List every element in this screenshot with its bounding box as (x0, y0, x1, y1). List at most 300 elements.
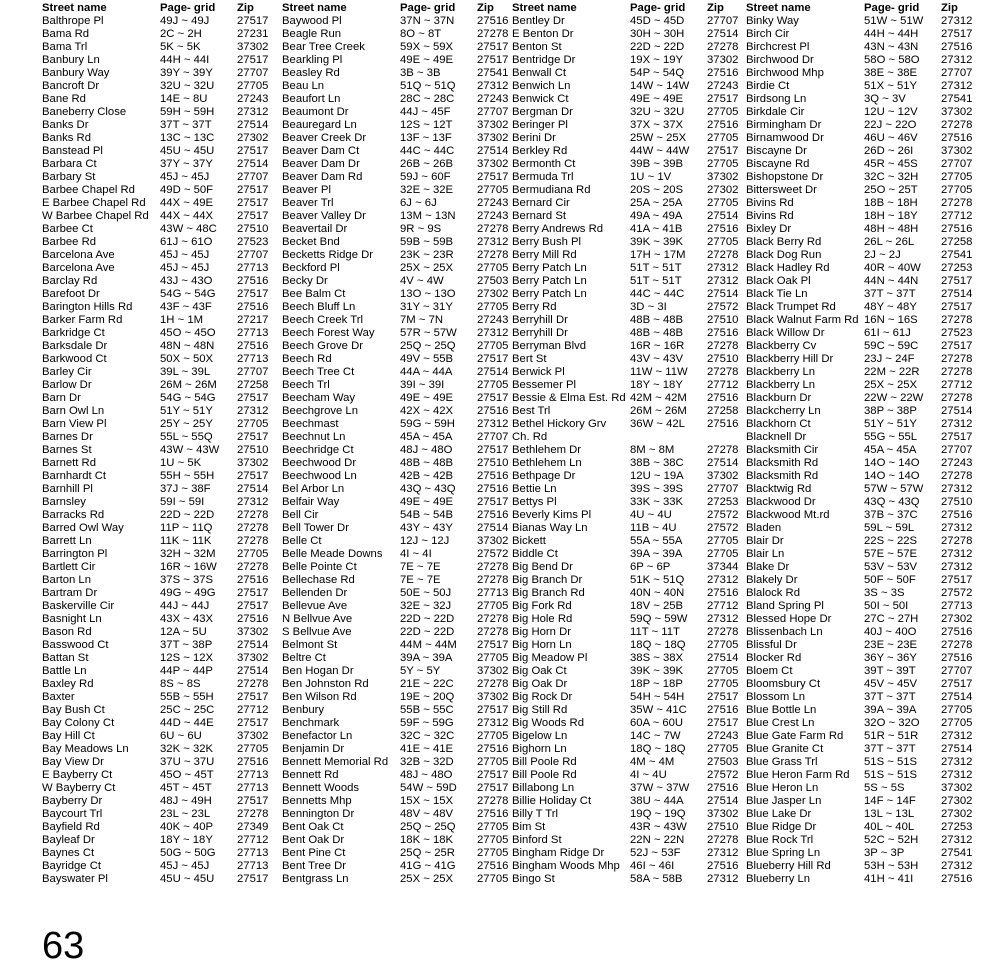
zip-code: 27278 (477, 249, 509, 261)
page-grid: 59B ~ 59B (400, 236, 454, 248)
street-entry (282, 535, 518, 548)
street-entry (512, 80, 748, 93)
zip-code: 27517 (477, 704, 509, 716)
header-page-grid: Page- grid (400, 2, 456, 14)
page-grid: 55H ~ 55H (160, 470, 215, 482)
street-entry (512, 210, 748, 223)
page-grid: 49A ~ 49A (630, 210, 683, 222)
page-grid: 44C ~ 44C (630, 288, 685, 300)
page-grid: 37W ~ 37W (630, 782, 690, 794)
page-grid: 20S ~ 20S (630, 184, 684, 196)
page-grid: 50X ~ 50X (160, 353, 214, 365)
page-grid: 18Q ~ 18Q (630, 639, 686, 651)
street-entry (746, 353, 982, 366)
street-entry (746, 80, 982, 93)
page-grid: 8M ~ 8M (630, 444, 675, 456)
street-name: Bivins Rd (746, 210, 794, 222)
page-grid: 45V ~ 45V (864, 678, 918, 690)
page-grid: 51T ~ 51T (630, 262, 682, 274)
street-entry (512, 262, 748, 275)
street-name: Black Berry Rd (746, 236, 822, 248)
page-grid: 16N ~ 16S (864, 314, 918, 326)
page-grid: 60A ~ 60U (630, 717, 684, 729)
street-entry (746, 184, 982, 197)
street-entry (42, 197, 278, 210)
zip-code: 27516 (941, 873, 973, 885)
street-entry (282, 795, 518, 808)
street-entry (282, 353, 518, 366)
street-name: Biscayne Dr (746, 145, 807, 157)
street-entry (512, 613, 748, 626)
zip-code: 27705 (477, 834, 509, 846)
page-grid: 50G ~ 50G (160, 847, 216, 859)
street-entry (282, 184, 518, 197)
street-name: Bel Arbor Ln (282, 483, 345, 495)
page-grid: 25W ~ 25X (630, 132, 687, 144)
zip-code: 27705 (707, 743, 739, 755)
zip-code: 27514 (707, 795, 739, 807)
zip-code: 27517 (237, 54, 269, 66)
street-entry (42, 106, 278, 119)
zip-code: 27243 (707, 80, 739, 92)
zip-code: 27572 (941, 587, 973, 599)
street-name: Bernard St (512, 210, 567, 222)
street-name: Barley Cir (42, 366, 92, 378)
page-grid: 51Y ~ 51Y (864, 418, 917, 430)
page-grid: 32C ~ 32C (400, 730, 455, 742)
street-entry (282, 704, 518, 717)
zip-code: 27253 (941, 262, 973, 274)
page-grid: 14O ~ 14O (864, 470, 920, 482)
page-grid: 49E ~ 49E (400, 54, 454, 66)
zip-code: 27707 (707, 15, 739, 27)
street-name: Big Woods Rd (512, 717, 585, 729)
street-name: Blue Gate Farm Rd (746, 730, 844, 742)
zip-code: 27312 (237, 106, 269, 118)
street-entry (512, 132, 748, 145)
street-name: Blacknell Dr (746, 431, 807, 443)
zip-code: 27516 (237, 613, 269, 625)
street-entry (512, 275, 748, 288)
street-entry (512, 145, 748, 158)
zip-code: 27707 (707, 483, 739, 495)
zip-code: 27278 (941, 197, 973, 209)
street-name: Basswood Ct (42, 639, 109, 651)
zip-code: 27312 (707, 262, 739, 274)
street-name: Beechwood Ln (282, 470, 357, 482)
street-name: Bason Rd (42, 626, 92, 638)
page-grid: 2J ~ 2J (864, 249, 901, 261)
page-grid: 43J ~ 43O (160, 275, 213, 287)
street-entry (42, 613, 278, 626)
street-name: Bane Rd (42, 93, 86, 105)
zip-code: 27517 (941, 678, 973, 690)
zip-code: 27312 (707, 574, 739, 586)
zip-code: 27278 (477, 574, 509, 586)
street-entry (282, 808, 518, 821)
street-entry (512, 171, 748, 184)
street-entry (746, 795, 982, 808)
street-name: N Bellvue Ave (282, 613, 353, 625)
zip-code: 27278 (707, 626, 739, 638)
zip-code: 27705 (477, 847, 509, 859)
street-name: Bartram Dr (42, 587, 98, 599)
zip-code: 27516 (237, 756, 269, 768)
street-entry (42, 184, 278, 197)
page-grid: 51T ~ 51T (630, 275, 682, 287)
page-grid: 2C ~ 2H (160, 28, 202, 40)
page-grid: 32U ~ 32U (630, 106, 685, 118)
page-grid: 18B ~ 18H (864, 197, 918, 209)
street-name: Bear Tree Creek (282, 41, 365, 53)
street-entry (746, 236, 982, 249)
street-name: Belmont St (282, 639, 338, 651)
page-grid: 55G ~ 55L (864, 431, 918, 443)
street-name: Bermudiana Rd (512, 184, 591, 196)
page-grid: 43W ~ 48C (160, 223, 217, 235)
street-entry (282, 847, 518, 860)
street-name: Bethel Hickory Grv (512, 418, 607, 430)
street-entry (42, 483, 278, 496)
zip-code: 27516 (237, 275, 269, 287)
page-grid: 48V ~ 48V (400, 808, 454, 820)
zip-code: 37302 (941, 145, 973, 157)
page-grid: 32K ~ 32K (160, 743, 214, 755)
street-name: Blackberry Hill Dr (746, 353, 834, 365)
zip-code: 27517 (237, 184, 269, 196)
zip-code: 27517 (941, 275, 973, 287)
street-entry (282, 93, 518, 106)
page-grid: 43Q ~ 43Q (864, 496, 920, 508)
page-grid: 7E ~ 7E (400, 574, 441, 586)
street-name: Biscayne Rd (746, 158, 810, 170)
zip-code: 27312 (941, 548, 973, 560)
street-entry (746, 743, 982, 756)
zip-code: 27517 (707, 93, 739, 105)
street-name: Bellenden Dr (282, 587, 348, 599)
street-entry (282, 340, 518, 353)
zip-code: 27312 (707, 275, 739, 287)
page-grid: 54G ~ 54G (160, 288, 216, 300)
street-entry (746, 158, 982, 171)
street-entry (746, 366, 982, 379)
page-grid: 3S ~ 3S (864, 587, 905, 599)
street-name: Bay Meadows Ln (42, 743, 129, 755)
zip-code: 27707 (237, 249, 269, 261)
page-grid: 39T ~ 39T (864, 665, 916, 677)
street-name: Blacksmith Rd (746, 457, 819, 469)
page-grid: 53V ~ 53V (864, 561, 918, 573)
street-entry (282, 717, 518, 730)
column-header (282, 2, 518, 15)
page-grid: 38S ~ 38X (630, 652, 684, 664)
zip-code: 27278 (941, 392, 973, 404)
street-entry (746, 613, 982, 626)
page-grid: 42X ~ 42X (400, 405, 454, 417)
page-grid: 39B ~ 39B (630, 158, 684, 170)
zip-code: 37302 (477, 132, 509, 144)
street-name: Banstead Pl (42, 145, 103, 157)
street-name: Blue Jasper Ln (746, 795, 822, 807)
street-name: Blissful Dr (746, 639, 797, 651)
index-column (282, 2, 518, 886)
page-grid: 39L ~ 39L (160, 366, 211, 378)
street-name: Baxley Rd (42, 678, 94, 690)
street-name: Bergman Dr (512, 106, 573, 118)
page-grid: 51Y ~ 51Y (160, 405, 213, 417)
zip-code: 27705 (707, 535, 739, 547)
street-entry (282, 249, 518, 262)
page-grid: 48B ~ 48B (630, 314, 684, 326)
page-grid: 5S ~ 5S (864, 782, 905, 794)
zip-code: 37302 (477, 119, 509, 131)
street-entry (746, 457, 982, 470)
street-name: Barbara Ct (42, 158, 97, 170)
zip-code: 27514 (707, 652, 739, 664)
street-name: E Barbee Chapel Rd (42, 197, 146, 209)
page-grid: 54H ~ 54H (630, 691, 685, 703)
street-entry (512, 496, 748, 509)
page-grid: 45J ~ 45J (160, 262, 210, 274)
street-entry (746, 821, 982, 834)
street-entry (282, 678, 518, 691)
street-name: Blair Dr (746, 535, 784, 547)
page-grid: 45O ~ 45O (160, 327, 216, 339)
street-name: Belfair Way (282, 496, 340, 508)
zip-code: 27514 (237, 119, 269, 131)
street-entry (282, 405, 518, 418)
street-name: Bishopstone Dr (746, 171, 824, 183)
zip-code: 27312 (941, 15, 973, 27)
zip-code: 27707 (237, 366, 269, 378)
street-name: Birdie Ct (746, 80, 790, 92)
zip-code: 27712 (941, 379, 973, 391)
header-street: Street name (746, 2, 811, 14)
zip-code: 27258 (237, 379, 269, 391)
street-name: Bickett (512, 535, 546, 547)
street-entry (746, 28, 982, 41)
street-name: Berry Bush Pl (512, 236, 582, 248)
street-entry (512, 119, 748, 132)
zip-code: 27278 (477, 28, 509, 40)
page-grid: 59C ~ 59C (864, 340, 919, 352)
street-name: Bell Tower Dr (282, 522, 349, 534)
street-name: Bettys Pl (512, 496, 557, 508)
header-page-grid: Page- grid (864, 2, 920, 14)
street-name: Becketts Ridge Dr (282, 249, 374, 261)
page-grid: 32E ~ 32J (400, 600, 452, 612)
street-entry (42, 769, 278, 782)
street-name: Bell Cir (282, 509, 319, 521)
street-name: Big Hole Rd (512, 613, 573, 625)
page-grid: 48J ~ 48O (400, 769, 453, 781)
zip-code: 27517 (941, 301, 973, 313)
street-entry (282, 522, 518, 535)
street-name: Barbary St (42, 171, 96, 183)
zip-code: 27517 (941, 431, 973, 443)
street-entry (512, 106, 748, 119)
zip-code: 27705 (941, 704, 973, 716)
zip-code: 27278 (477, 561, 509, 573)
street-entry (42, 210, 278, 223)
street-name: Bentgrass Ln (282, 873, 349, 885)
page-grid: 45T ~ 45T (160, 782, 212, 794)
street-entry (282, 782, 518, 795)
street-entry (42, 67, 278, 80)
street-entry (42, 847, 278, 860)
street-name: Beech Tree Ct (282, 366, 355, 378)
street-entry (42, 158, 278, 171)
street-name: Biddle Ct (512, 548, 558, 560)
page-grid: 32O ~ 32O (864, 717, 920, 729)
street-entry (42, 262, 278, 275)
page-grid: 44A ~ 44A (400, 366, 453, 378)
page-grid: 48N ~ 48N (160, 340, 215, 352)
zip-code: 27514 (237, 158, 269, 170)
zip-code: 37302 (707, 54, 739, 66)
zip-code: 27705 (707, 665, 739, 677)
zip-code: 27278 (941, 119, 973, 131)
street-name: Bentridge Dr (512, 54, 576, 66)
page-grid: 26D ~ 26I (864, 145, 914, 157)
page-grid: 12U ~ 12V (864, 106, 918, 118)
zip-code: 27516 (941, 626, 973, 638)
zip-code: 27713 (941, 600, 973, 612)
zip-code: 27517 (237, 145, 269, 157)
zip-code: 37302 (237, 626, 269, 638)
page-grid: 37U ~ 37U (160, 756, 215, 768)
street-entry (42, 756, 278, 769)
street-entry (512, 860, 748, 873)
page-grid: 44W ~ 44W (630, 145, 690, 157)
page-grid: 44D ~ 44E (160, 717, 214, 729)
street-name: Beckford Pl (282, 262, 340, 274)
street-name: Beauregard Ln (282, 119, 357, 131)
zip-code: 27514 (941, 691, 973, 703)
street-entry (746, 483, 982, 496)
street-name: Becket Bnd (282, 236, 340, 248)
zip-code: 27523 (941, 327, 973, 339)
page-grid: 59I ~ 59I (160, 496, 205, 508)
zip-code: 27517 (237, 600, 269, 612)
street-entry (42, 795, 278, 808)
street-name: Big Meadow Pl (512, 652, 588, 664)
zip-code: 27514 (707, 288, 739, 300)
zip-code: 27514 (237, 665, 269, 677)
zip-code: 27516 (941, 132, 973, 144)
street-name: Big Bend Dr (512, 561, 573, 573)
page-grid: 55B ~ 55H (160, 691, 214, 703)
street-entry (746, 327, 982, 340)
street-name: Barrett Ln (42, 535, 92, 547)
street-entry (512, 483, 748, 496)
zip-code: 27253 (707, 496, 739, 508)
zip-code: 27713 (237, 860, 269, 872)
street-name: Birchcrest Pl (746, 41, 810, 53)
page-grid: 55B ~ 55C (400, 704, 454, 716)
street-name: Big Still Rd (512, 704, 568, 716)
zip-code: 27705 (477, 821, 509, 833)
street-name: Barton Ln (42, 574, 91, 586)
header-zip: Zip (707, 2, 724, 14)
street-entry (282, 652, 518, 665)
zip-code: 27516 (707, 327, 739, 339)
street-entry (746, 704, 982, 717)
zip-code: 27517 (707, 691, 739, 703)
street-entry (282, 756, 518, 769)
page-grid: 11P ~ 11Q (160, 522, 213, 534)
zip-code: 27517 (477, 54, 509, 66)
page-grid: 46U ~ 46V (864, 132, 918, 144)
street-name: Barbee Ct (42, 223, 93, 235)
street-name: Battan St (42, 652, 89, 664)
zip-code: 27707 (941, 67, 973, 79)
street-entry (512, 561, 748, 574)
page-grid: 50E ~ 50J (400, 587, 452, 599)
street-name: Blue Crest Ln (746, 717, 815, 729)
street-entry (512, 782, 748, 795)
page-grid: 43V ~ 43V (630, 353, 684, 365)
zip-code: 27312 (941, 730, 973, 742)
street-entry (282, 509, 518, 522)
street-entry (42, 704, 278, 717)
page-grid: 1U ~ 5K (160, 457, 202, 469)
zip-code: 27514 (941, 405, 973, 417)
page-grid: 43Y ~ 43Y (400, 522, 453, 534)
page-grid: 16R ~ 16R (630, 340, 685, 352)
street-name: Beaver Dam Dr (282, 158, 360, 170)
street-name: Baneberry Close (42, 106, 127, 118)
column-header (512, 2, 748, 15)
street-name: Big Oak Dr (512, 678, 568, 690)
zip-code: 27243 (941, 457, 973, 469)
page-grid: 59Q ~ 59W (630, 613, 688, 625)
zip-code: 37302 (707, 171, 739, 183)
street-name: Best Trl (512, 405, 551, 417)
page-grid: 40R ~ 40W (864, 262, 921, 274)
street-name: Bixley Dr (746, 223, 792, 235)
street-index (42, 2, 1000, 902)
zip-code: 27278 (237, 808, 269, 820)
zip-code: 27231 (237, 28, 269, 40)
page-grid: 59L ~ 59L (864, 522, 915, 534)
zip-code: 27517 (237, 197, 269, 209)
header-page-grid: Page- grid (160, 2, 216, 14)
zip-code: 27516 (477, 509, 509, 521)
zip-code: 27517 (237, 431, 269, 443)
page-grid: 17H ~ 17M (630, 249, 686, 261)
zip-code: 27517 (477, 353, 509, 365)
street-entry (746, 535, 982, 548)
street-entry (512, 223, 748, 236)
zip-code: 27278 (477, 795, 509, 807)
zip-code: 27516 (941, 652, 973, 664)
zip-code: 27312 (477, 717, 509, 729)
column-header (746, 2, 982, 15)
street-name: Bim St (512, 821, 546, 833)
street-entry (42, 340, 278, 353)
street-entry (42, 522, 278, 535)
street-entry (512, 28, 748, 41)
street-name: Black Willow Dr (746, 327, 825, 339)
street-name: Birnamwood Dr (746, 132, 824, 144)
zip-code: 27312 (941, 54, 973, 66)
zip-code: 27312 (941, 561, 973, 573)
street-name: Blissenbach Ln (746, 626, 823, 638)
zip-code: 27302 (941, 613, 973, 625)
page-grid: 11B ~ 4U (630, 522, 677, 534)
street-entry (512, 509, 748, 522)
